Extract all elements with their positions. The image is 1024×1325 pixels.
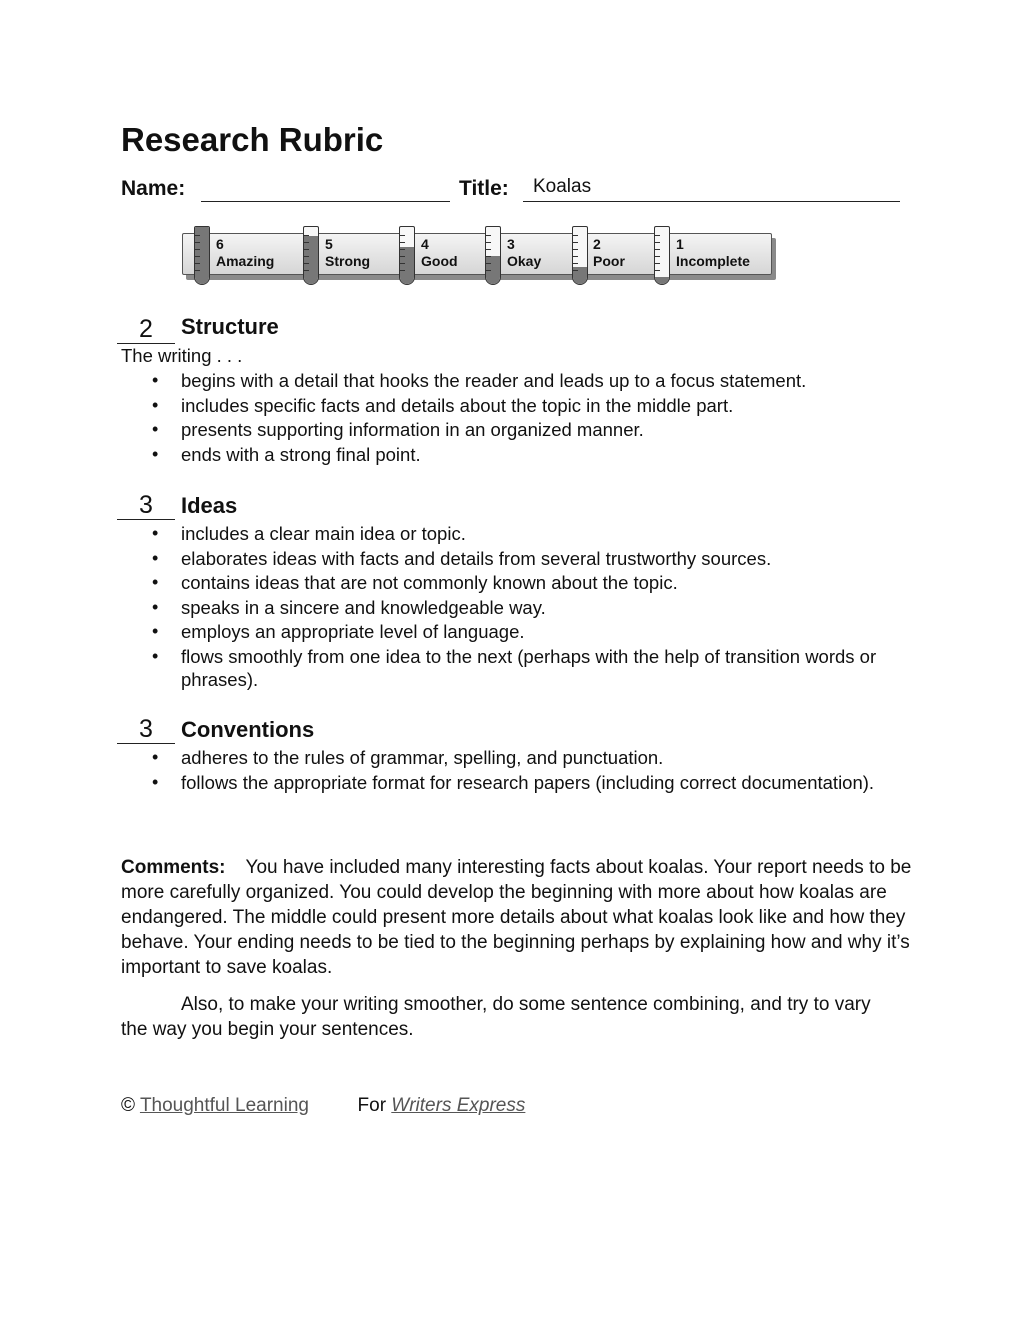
test-tube-icon	[572, 226, 588, 285]
list-item: • speaks in a sincere and knowledgeable way.	[121, 596, 921, 620]
scale-number: 3	[507, 236, 515, 252]
footer	[121, 1094, 525, 1118]
conventions-score[interactable]: 3	[117, 715, 175, 744]
title-field[interactable]	[523, 201, 900, 202]
scale-number: 2	[593, 236, 601, 252]
list-item: • includes a clear main idea or topic.	[121, 522, 921, 546]
scale-number: 5	[325, 236, 333, 252]
structure-heading: Structure	[181, 314, 279, 339]
scale-number: 6	[216, 236, 224, 252]
scale-item-poor	[593, 236, 625, 270]
list-item: • flows smoothly from one idea to the next (perhaps with the help of transition words or phrases).	[121, 645, 921, 692]
test-tube-icon	[194, 226, 210, 285]
comments-paragraph-1: You have included many interesting facts about koalas. Your report needs to be more carefully organized. You could develop the beginning with more about how koalas are endangered. The middle could present more details about what koalas look like and how they behave. Your ending needs to be tied to the beginning perhaps by explaining how and why it’s important to save koalas.	[121, 857, 912, 978]
structure-score[interactable]: 2	[117, 315, 175, 344]
scale-number: 1	[676, 236, 684, 252]
scale-item-incomplete	[676, 236, 750, 270]
name-label: Name:	[121, 177, 186, 200]
thoughtful-learning-link[interactable]: Thoughtful Learning	[139, 1095, 309, 1116]
ideas-criteria-list	[121, 522, 921, 693]
for-text: For	[357, 1095, 387, 1116]
scale-item-okay	[507, 236, 541, 270]
scale-label: Good	[421, 253, 458, 269]
test-tube-icon	[399, 226, 415, 285]
list-item: • adheres to the rules of grammar, spelling, and punctuation.	[121, 746, 921, 770]
list-item: • employs an appropriate level of language.	[121, 620, 921, 644]
title-label: Title:	[459, 177, 509, 200]
scale-label: Incomplete	[676, 253, 750, 269]
scale-label: Poor	[593, 253, 625, 269]
structure-intro: The writing . . .	[121, 345, 243, 366]
copyright-symbol: ©	[121, 1095, 135, 1116]
test-tube-icon	[654, 226, 670, 285]
comments-block	[121, 855, 916, 980]
list-item: • includes specific facts and details about the topic in the middle part.	[121, 394, 921, 418]
test-tube-icon	[485, 226, 501, 285]
ideas-heading: Ideas	[181, 493, 238, 518]
title-value: Koalas	[533, 176, 592, 197]
list-item: • presents supporting information in an organized manner.	[121, 418, 921, 442]
structure-criteria-list	[121, 369, 921, 467]
scale-item-strong	[325, 236, 370, 270]
ideas-score[interactable]: 3	[117, 491, 175, 520]
writers-express-link[interactable]: Writers Express	[391, 1095, 526, 1116]
scale-label: Amazing	[216, 253, 275, 269]
scale-label: Okay	[507, 253, 542, 269]
list-item: • contains ideas that are not commonly known about the topic.	[121, 571, 921, 595]
page-title: Research Rubric	[121, 121, 384, 158]
list-item: • ends with a strong final point.	[121, 443, 921, 467]
conventions-heading: Conventions	[181, 717, 315, 742]
scale-number: 4	[421, 236, 429, 252]
conventions-criteria-list	[121, 746, 921, 795]
comments-label: Comments:	[121, 857, 226, 878]
name-field[interactable]	[201, 201, 450, 202]
scale-item-good	[421, 236, 458, 270]
list-item: • elaborates ideas with facts and details from several trustworthy sources.	[121, 547, 921, 571]
rating-scale	[182, 231, 772, 277]
list-item: • follows the appropriate format for research papers (including correct documentation).	[121, 771, 921, 795]
scale-item-amazing	[216, 236, 274, 270]
test-tube-icon	[303, 226, 319, 285]
list-item: • begins with a detail that hooks the reader and leads up to a focus statement.	[121, 369, 921, 393]
comments-paragraph-2: Also, to make your writing smoother, do some sentence combining, and try to vary the way you begin your sentences.	[121, 994, 871, 1040]
scale-label: Strong	[325, 253, 371, 269]
